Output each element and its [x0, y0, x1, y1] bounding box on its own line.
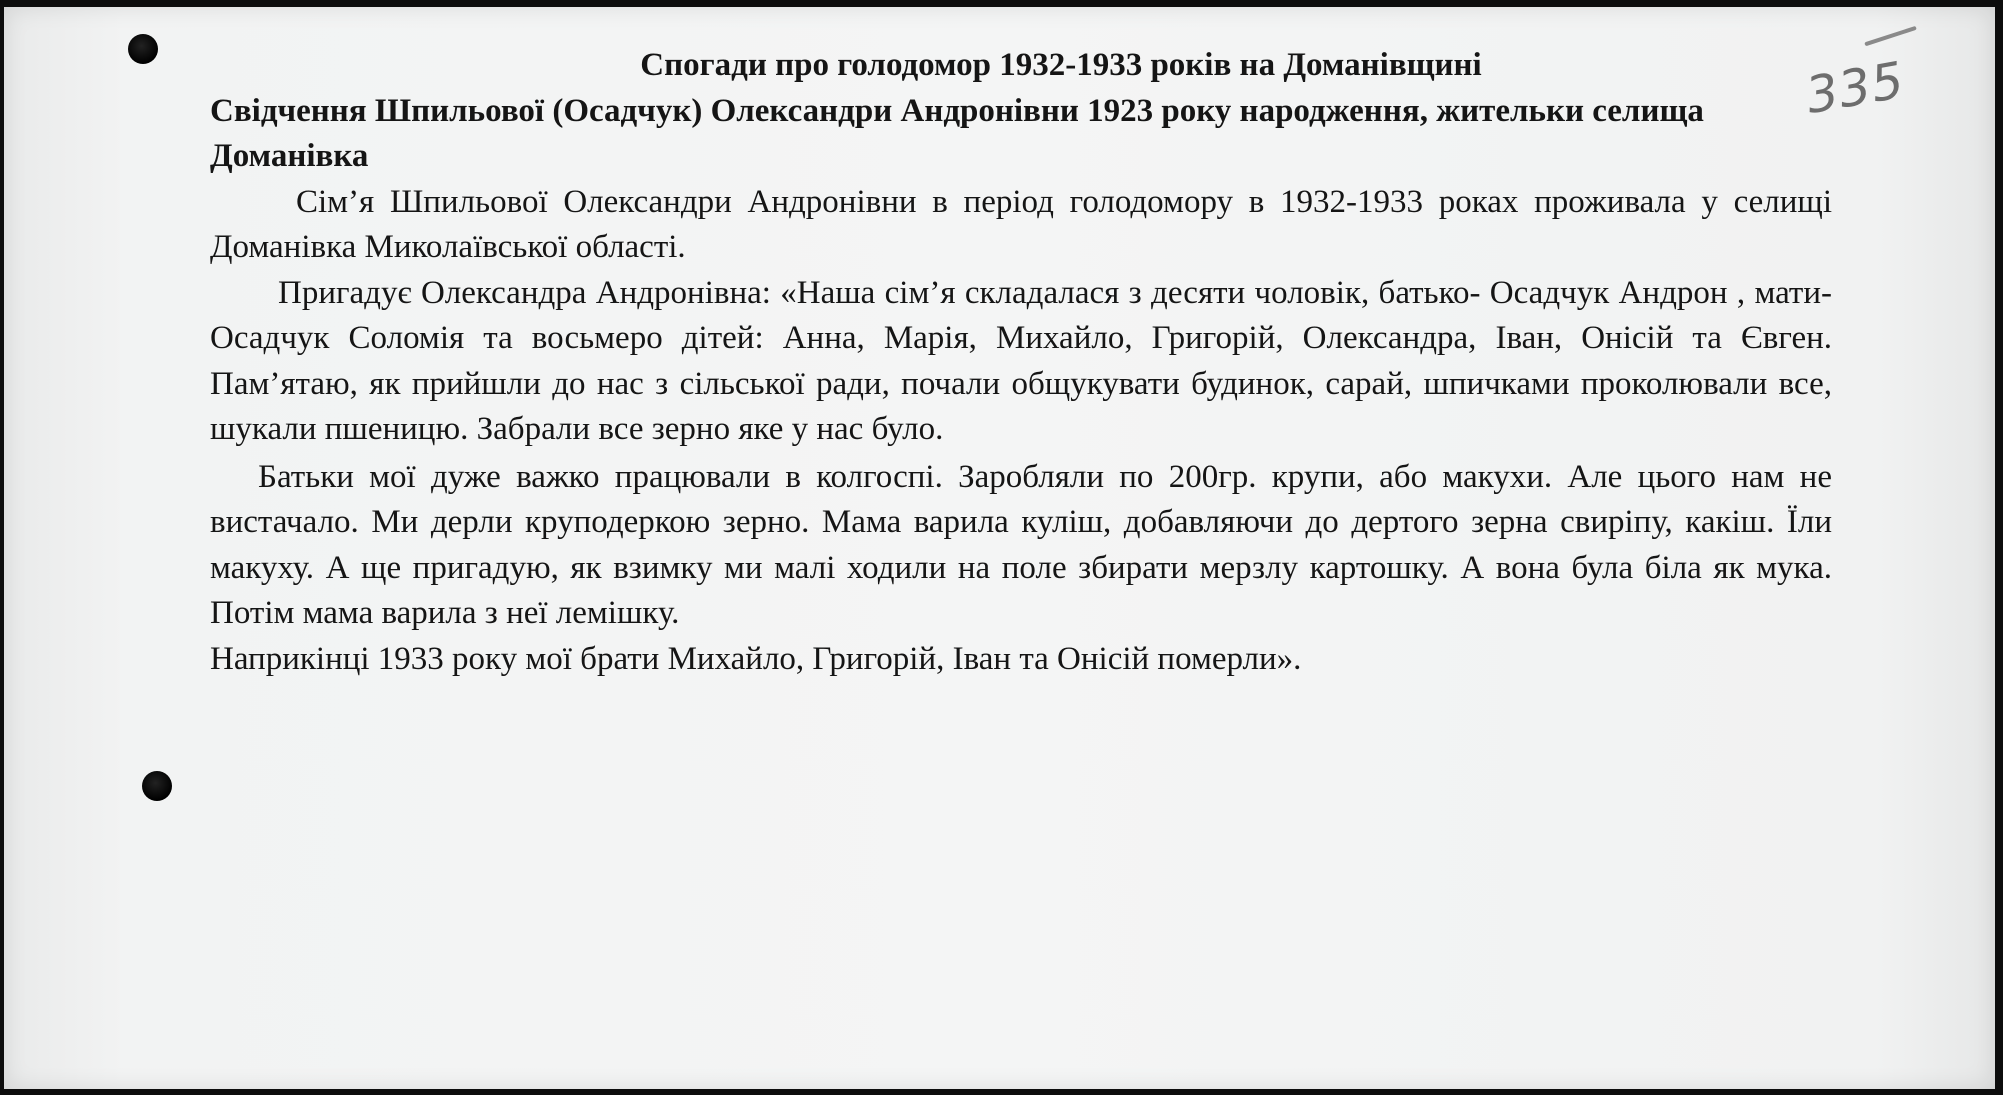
document-body: [210, 43, 1832, 682]
punch-hole-top: [128, 34, 158, 64]
pen-flourish: [1864, 26, 1917, 46]
punch-hole-bottom: [142, 771, 172, 801]
paragraph-1: Сім’я Шпильової Олександри Андронівни в період голодомору в 1932-1933 роках проживала у селищі Доманівка Миколаївської області.: [210, 183, 1832, 265]
paragraph-2: Пригадує Олександра Андронівна: «Наша сім’я складалася з десяти чоловік, батько- Осадчук Андрон , мати- Осадчук Соломія та восьмеро дітей: Анна, Марія, Михайло, Григорій, Олександра, Іван, Онісій та Євген. Пам’ятаю, як прийшли до нас з сільської ради, почали общукувати будинок, сарай, шпичками проколювали все, шукали пшеницю. Забрали все зерно яке у нас було.: [210, 274, 1832, 447]
document-sheet: [4, 7, 1995, 1089]
document-subtitle: Свідчення Шпильової (Осадчук) Олександри Андронівни 1923 року народження, жительки селища Доманівка: [210, 92, 1704, 174]
paragraph-3: Батьки мої дуже важко працювали в колгоспі. Заробляли по 200гр. крупи, або макухи. Але цього нам не вистачало. Ми дерли круподеркою зерно. Мама варила куліш, добавляючи до дертого зерна свиріпу, какіш. Їли макуху. А ще пригадую, як взимку ми малі ходили на поле збирати мерзлу картошку. А вона була біла як мука. Потім мама варила з неї лемішку.: [210, 458, 1832, 631]
document-title: Спогади про голодомор 1932-1933 років на Доманівщині: [640, 47, 1482, 83]
archive-number-text: 335: [1801, 50, 1909, 126]
paragraph-4: Наприкінці 1933 року мої брати Михайло, Григорій, Іван та Онісій померли».: [210, 640, 1302, 677]
